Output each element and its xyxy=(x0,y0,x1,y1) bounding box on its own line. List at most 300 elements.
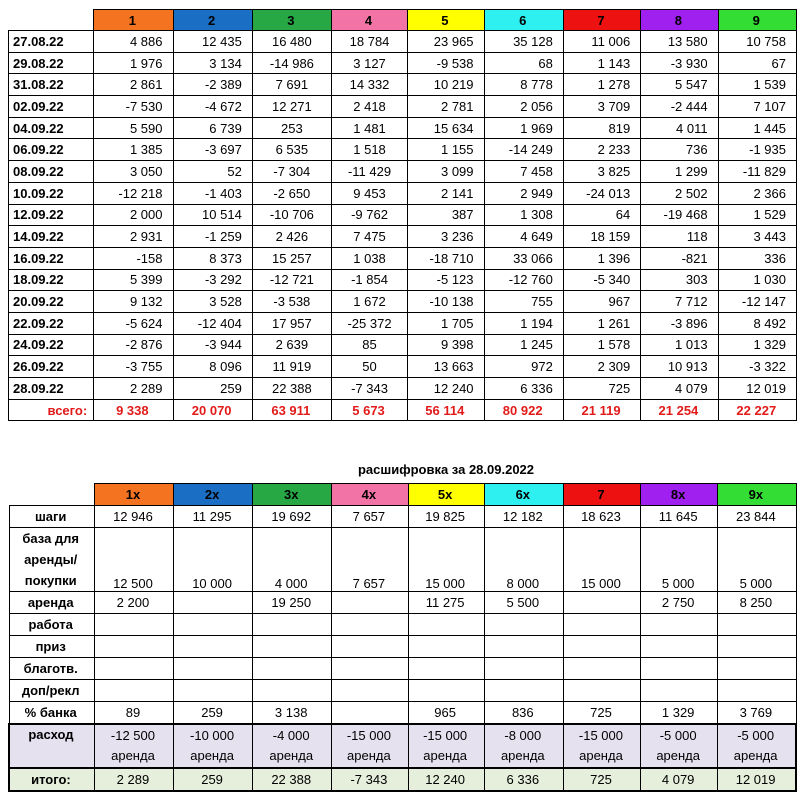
table-cell: 1 518 xyxy=(331,139,407,161)
table-cell: 4 079 xyxy=(641,378,718,400)
breakdown-row xyxy=(9,702,796,725)
breakdown-cell: 23 844 xyxy=(718,506,796,528)
table-cell: 11 919 xyxy=(252,356,331,378)
table-row xyxy=(9,269,797,291)
header-corner xyxy=(9,484,94,506)
expense-row xyxy=(9,724,796,768)
breakdown-total-cell: 12 240 xyxy=(408,768,484,791)
row-label: % банка xyxy=(9,702,94,725)
table-cell: -10 138 xyxy=(408,291,484,313)
row-date: 08.09.22 xyxy=(9,161,94,183)
breakdown-cell xyxy=(718,614,796,636)
row-label: благотв. xyxy=(9,658,94,680)
table-cell: 3 050 xyxy=(94,161,173,183)
breakdown-cell: 10 000 xyxy=(174,528,253,592)
breakdown-total-cell: 259 xyxy=(174,768,253,791)
table-row xyxy=(9,247,797,269)
table-cell: 2 056 xyxy=(484,96,563,118)
breakdown-cell xyxy=(332,614,408,636)
table-cell: -3 322 xyxy=(718,356,796,378)
table-cell: 1 445 xyxy=(718,117,796,139)
table-cell: -12 721 xyxy=(252,269,331,291)
table-cell: -5 123 xyxy=(408,269,484,291)
table-cell: 2 502 xyxy=(641,182,718,204)
breakdown-cell: 12 946 xyxy=(94,506,173,528)
breakdown-cell xyxy=(641,636,718,658)
breakdown-cell xyxy=(94,636,173,658)
breakdown-cell: 5 000 xyxy=(641,528,718,592)
table-cell: -18 710 xyxy=(408,247,484,269)
breakdown-cell: 11 275 xyxy=(408,592,484,614)
table-cell: -3 697 xyxy=(173,139,252,161)
table-cell: 1 299 xyxy=(641,161,718,183)
table-cell: 18 784 xyxy=(331,31,407,53)
table-cell: 16 480 xyxy=(252,31,331,53)
breakdown-cell xyxy=(641,658,718,680)
breakdown-row xyxy=(9,506,796,528)
breakdown-cell: 8 250 xyxy=(718,592,796,614)
row-date: 24.09.22 xyxy=(9,334,94,356)
table-cell: -3 292 xyxy=(173,269,252,291)
breakdown-column-header-2: 2х xyxy=(174,484,253,506)
table-cell: 10 514 xyxy=(173,204,252,226)
breakdown-cell xyxy=(484,636,563,658)
breakdown-cell: 259 xyxy=(174,702,253,725)
table-cell: 1 194 xyxy=(484,312,563,334)
table-cell: 1 969 xyxy=(484,117,563,139)
table-cell: 1 705 xyxy=(408,312,484,334)
table-cell: -3 930 xyxy=(641,52,718,74)
breakdown-cell xyxy=(718,658,796,680)
breakdown-column-header-9: 9х xyxy=(718,484,796,506)
table-cell: -2 650 xyxy=(252,182,331,204)
table-cell: 1 278 xyxy=(563,74,640,96)
table-cell: 2 233 xyxy=(563,139,640,161)
table-cell: 85 xyxy=(331,334,407,356)
table-cell: 2 861 xyxy=(94,74,173,96)
table-row xyxy=(9,356,797,378)
table-cell: 10 758 xyxy=(718,31,796,53)
table-cell: 15 257 xyxy=(252,247,331,269)
breakdown-cell: 11 295 xyxy=(174,506,253,528)
row-label: работа xyxy=(9,614,94,636)
table-cell: 3 134 xyxy=(173,52,252,74)
table-row xyxy=(9,291,797,313)
table-cell: 7 107 xyxy=(718,96,796,118)
table-cell: 1 245 xyxy=(484,334,563,356)
breakdown-cell xyxy=(641,680,718,702)
table-cell: 4 886 xyxy=(94,31,173,53)
breakdown-cell: 15 000 xyxy=(563,528,640,592)
table-row xyxy=(9,334,797,356)
column-header-7: 7 xyxy=(563,10,640,31)
table-cell: -5 340 xyxy=(563,269,640,291)
row-date: 27.08.22 xyxy=(9,31,94,53)
breakdown-cell xyxy=(641,614,718,636)
expense-value: -5 000 xyxy=(659,728,697,743)
expense-cell xyxy=(408,724,484,768)
breakdown-cell: 7 657 xyxy=(332,506,408,528)
table-cell: 13 580 xyxy=(641,31,718,53)
expense-note: аренда xyxy=(347,748,391,763)
table-cell: 8 096 xyxy=(173,356,252,378)
table-cell: 17 957 xyxy=(252,312,331,334)
total-cell: 56 114 xyxy=(408,399,484,421)
row-date: 18.09.22 xyxy=(9,269,94,291)
table-cell: 1 481 xyxy=(331,117,407,139)
breakdown-cell: 15 000 xyxy=(408,528,484,592)
breakdown-cell: 965 xyxy=(408,702,484,725)
expense-value: -10 000 xyxy=(190,728,235,743)
table-cell: -5 624 xyxy=(94,312,173,334)
table-cell: -1 403 xyxy=(173,182,252,204)
breakdown-column-header-5: 5х xyxy=(408,484,484,506)
table-cell: 8 373 xyxy=(173,247,252,269)
table-cell: 3 099 xyxy=(408,161,484,183)
row-date: 29.08.22 xyxy=(9,52,94,74)
breakdown-cell xyxy=(718,680,796,702)
expense-note: аренда xyxy=(190,748,234,763)
table-cell: 9 132 xyxy=(94,291,173,313)
table-cell: 2 639 xyxy=(252,334,331,356)
table-cell: 7 691 xyxy=(252,74,331,96)
breakdown-total-cell: 4 079 xyxy=(641,768,718,791)
table-row xyxy=(9,161,797,183)
table-cell: 7 712 xyxy=(641,291,718,313)
table-cell: -7 343 xyxy=(331,378,407,400)
table-cell: 755 xyxy=(484,291,563,313)
table-cell: 13 663 xyxy=(408,356,484,378)
table-cell: -2 389 xyxy=(173,74,252,96)
table-cell: 1 385 xyxy=(94,139,173,161)
breakdown-cell: 836 xyxy=(484,702,563,725)
table-cell: 736 xyxy=(641,139,718,161)
breakdown-cell xyxy=(94,614,173,636)
column-header-3: 3 xyxy=(252,10,331,31)
table-cell: 1 013 xyxy=(641,334,718,356)
expense-note: аренда xyxy=(733,748,778,763)
table-cell: 2 309 xyxy=(563,356,640,378)
breakdown-column-header-6: 6х xyxy=(484,484,563,506)
breakdown-column-header-3: 3х xyxy=(253,484,332,506)
breakdown-cell xyxy=(484,658,563,680)
breakdown-cell xyxy=(408,680,484,702)
row-date: 31.08.22 xyxy=(9,74,94,96)
table-cell: 6 739 xyxy=(173,117,252,139)
table-row xyxy=(9,226,797,248)
table-cell: 1 143 xyxy=(563,52,640,74)
breakdown-cell: 4 000 xyxy=(253,528,332,592)
breakdown-column-header-7: 7 xyxy=(563,484,640,506)
table-cell: 1 976 xyxy=(94,52,173,74)
expense-note: аренда xyxy=(423,748,467,763)
table-cell: 5 399 xyxy=(94,269,173,291)
table-cell: -14 249 xyxy=(484,139,563,161)
row-date: 26.09.22 xyxy=(9,356,94,378)
breakdown-cell: 1 329 xyxy=(641,702,718,725)
table-cell: -10 706 xyxy=(252,204,331,226)
total-cell: 63 911 xyxy=(252,399,331,421)
row-date: 20.09.22 xyxy=(9,291,94,313)
breakdown-cell xyxy=(408,636,484,658)
table-cell: -1 259 xyxy=(173,226,252,248)
expense-cell xyxy=(718,724,796,768)
row-label: база для аренды/покупки xyxy=(9,528,94,592)
breakdown-cell: 12 500 xyxy=(94,528,173,592)
row-date: 02.09.22 xyxy=(9,96,94,118)
column-header-8: 8 xyxy=(641,10,718,31)
breakdown-cell xyxy=(563,658,640,680)
breakdown-cell xyxy=(563,614,640,636)
table-row xyxy=(9,117,797,139)
table-cell: 2 000 xyxy=(94,204,173,226)
table-cell: 3 236 xyxy=(408,226,484,248)
daily-results-table xyxy=(8,9,797,421)
breakdown-total-cell: 12 019 xyxy=(718,768,796,791)
table-cell: 1 261 xyxy=(563,312,640,334)
table-row xyxy=(9,312,797,334)
table-row xyxy=(9,139,797,161)
row-date: 22.09.22 xyxy=(9,312,94,334)
table-cell: 3 528 xyxy=(173,291,252,313)
breakdown-caption: расшифровка за 28.09.2022 xyxy=(357,462,535,477)
table-row xyxy=(9,378,797,400)
table-cell: 3 709 xyxy=(563,96,640,118)
table-cell: 2 949 xyxy=(484,182,563,204)
expense-value: -15 000 xyxy=(578,728,623,743)
table-cell: 2 289 xyxy=(94,378,173,400)
breakdown-row xyxy=(9,636,796,658)
breakdown-row xyxy=(9,528,796,592)
row-date: 10.09.22 xyxy=(9,182,94,204)
expense-note: аренда xyxy=(269,748,314,763)
table-cell: 50 xyxy=(331,356,407,378)
row-label: шаги xyxy=(9,506,94,528)
table-cell: 118 xyxy=(641,226,718,248)
column-header-6: 6 xyxy=(484,10,563,31)
breakdown-total-label: итого: xyxy=(9,768,94,791)
breakdown-cell: 5 000 xyxy=(718,528,796,592)
table-cell: 336 xyxy=(718,247,796,269)
total-cell: 22 227 xyxy=(718,399,796,421)
table-cell: 1 308 xyxy=(484,204,563,226)
expense-value: -8 000 xyxy=(504,728,542,743)
row-date: 04.09.22 xyxy=(9,117,94,139)
breakdown-cell: 19 692 xyxy=(253,506,332,528)
table-cell: -11 829 xyxy=(718,161,796,183)
table-cell: 67 xyxy=(718,52,796,74)
breakdown-cell xyxy=(94,680,173,702)
table-cell: 8 778 xyxy=(484,74,563,96)
breakdown-row xyxy=(9,614,796,636)
breakdown-total-cell: 22 388 xyxy=(253,768,332,791)
table-cell: 3 825 xyxy=(563,161,640,183)
breakdown-cell xyxy=(332,636,408,658)
table-cell: 2 366 xyxy=(718,182,796,204)
breakdown-header-row xyxy=(9,484,796,506)
breakdown-cell xyxy=(332,592,408,614)
table-cell: 2 781 xyxy=(408,96,484,118)
breakdown-cell xyxy=(484,680,563,702)
total-cell: 9 338 xyxy=(94,399,173,421)
table-cell: 10 219 xyxy=(408,74,484,96)
table-cell: -2 876 xyxy=(94,334,173,356)
table-cell: 972 xyxy=(484,356,563,378)
table-cell: -3 538 xyxy=(252,291,331,313)
breakdown-cell xyxy=(332,702,408,725)
expense-cell xyxy=(253,724,332,768)
table-cell: -3 896 xyxy=(641,312,718,334)
breakdown-cell xyxy=(484,614,563,636)
table-cell: -2 444 xyxy=(641,96,718,118)
table-cell: 10 913 xyxy=(641,356,718,378)
column-header-9: 9 xyxy=(718,10,796,31)
table-cell: 64 xyxy=(563,204,640,226)
breakdown-cell xyxy=(94,658,173,680)
table-cell: -7 304 xyxy=(252,161,331,183)
totals-label: всего: xyxy=(9,399,94,421)
expense-cell xyxy=(484,724,563,768)
table-cell: 4 011 xyxy=(641,117,718,139)
column-header-5: 5 xyxy=(408,10,484,31)
table-cell: 1 396 xyxy=(563,247,640,269)
table-cell: 2 426 xyxy=(252,226,331,248)
table-cell: -11 429 xyxy=(331,161,407,183)
table-cell: 18 159 xyxy=(563,226,640,248)
table-cell: -12 218 xyxy=(94,182,173,204)
breakdown-cell: 19 825 xyxy=(408,506,484,528)
table-cell: -821 xyxy=(641,247,718,269)
table-cell: 6 336 xyxy=(484,378,563,400)
table-cell: 1 529 xyxy=(718,204,796,226)
table-cell: 1 539 xyxy=(718,74,796,96)
table-cell: -12 147 xyxy=(718,291,796,313)
table-cell: 4 649 xyxy=(484,226,563,248)
table-cell: 12 019 xyxy=(718,378,796,400)
row-label: аренда xyxy=(9,592,94,614)
breakdown-cell xyxy=(563,636,640,658)
table-cell: 12 271 xyxy=(252,96,331,118)
row-label: приз xyxy=(9,636,94,658)
breakdown-total-cell: 6 336 xyxy=(484,768,563,791)
breakdown-cell: 12 182 xyxy=(484,506,563,528)
table-row xyxy=(9,31,797,53)
table-cell: 33 066 xyxy=(484,247,563,269)
table-cell: 387 xyxy=(408,204,484,226)
breakdown-cell: 89 xyxy=(94,702,173,725)
breakdown-cell xyxy=(408,614,484,636)
table-cell: -14 986 xyxy=(252,52,331,74)
breakdown-cell: 725 xyxy=(563,702,640,725)
breakdown-total-row xyxy=(9,768,796,791)
breakdown-cell: 2 200 xyxy=(94,592,173,614)
table-cell: -12 404 xyxy=(173,312,252,334)
table-cell: 14 332 xyxy=(331,74,407,96)
table-row xyxy=(9,182,797,204)
expense-value: -12 500 xyxy=(110,728,155,743)
row-date: 28.09.22 xyxy=(9,378,94,400)
expense-note: аренда xyxy=(579,748,623,763)
table-cell: 253 xyxy=(252,117,331,139)
table-cell: -3 944 xyxy=(173,334,252,356)
table-cell: 2 418 xyxy=(331,96,407,118)
total-cell: 5 673 xyxy=(331,399,407,421)
table-cell: 1 578 xyxy=(563,334,640,356)
expense-value: -4 000 xyxy=(272,728,310,743)
table-cell: 52 xyxy=(173,161,252,183)
table-cell: 967 xyxy=(563,291,640,313)
column-header-4: 4 xyxy=(331,10,407,31)
breakdown-total-cell: 2 289 xyxy=(94,768,173,791)
table-row xyxy=(9,52,797,74)
total-cell: 20 070 xyxy=(173,399,252,421)
table-cell: 1 030 xyxy=(718,269,796,291)
totals-row xyxy=(9,399,797,421)
breakdown-cell xyxy=(174,680,253,702)
table-cell: 303 xyxy=(641,269,718,291)
breakdown-cell xyxy=(253,636,332,658)
breakdown-cell xyxy=(174,658,253,680)
table-cell: -1 935 xyxy=(718,139,796,161)
header-corner xyxy=(9,10,94,31)
column-header-2: 2 xyxy=(173,10,252,31)
breakdown-column-header-4: 4х xyxy=(332,484,408,506)
header-row xyxy=(9,10,797,31)
table-cell: 68 xyxy=(484,52,563,74)
table-cell: 2 931 xyxy=(94,226,173,248)
table-cell: -9 762 xyxy=(331,204,407,226)
table-cell: 35 128 xyxy=(484,31,563,53)
breakdown-cell xyxy=(332,658,408,680)
table-cell: 7 458 xyxy=(484,161,563,183)
breakdown-cell xyxy=(174,614,253,636)
table-cell: 6 535 xyxy=(252,139,331,161)
table-cell: 9 398 xyxy=(408,334,484,356)
table-cell: 1 329 xyxy=(718,334,796,356)
table-cell: -19 468 xyxy=(641,204,718,226)
breakdown-row xyxy=(9,680,796,702)
table-cell: 22 388 xyxy=(252,378,331,400)
table-cell: 11 006 xyxy=(563,31,640,53)
table-cell: 3 127 xyxy=(331,52,407,74)
table-cell: 1 672 xyxy=(331,291,407,313)
table-cell: 1 038 xyxy=(331,247,407,269)
breakdown-cell: 2 750 xyxy=(641,592,718,614)
expense-note: аренда xyxy=(111,748,155,763)
table-cell: 5 547 xyxy=(641,74,718,96)
breakdown-cell: 19 250 xyxy=(253,592,332,614)
table-cell: 819 xyxy=(563,117,640,139)
table-cell: 5 590 xyxy=(94,117,173,139)
row-date: 14.09.22 xyxy=(9,226,94,248)
breakdown-cell xyxy=(563,680,640,702)
total-cell: 21 119 xyxy=(563,399,640,421)
row-date: 06.09.22 xyxy=(9,139,94,161)
table-row xyxy=(9,96,797,118)
breakdown-cell: 5 500 xyxy=(484,592,563,614)
breakdown-column-header-8: 8х xyxy=(641,484,718,506)
breakdown-cell xyxy=(332,680,408,702)
table-cell: 1 155 xyxy=(408,139,484,161)
breakdown-table xyxy=(8,483,797,792)
column-header-1: 1 xyxy=(94,10,173,31)
breakdown-cell: 8 000 xyxy=(484,528,563,592)
table-cell: 15 634 xyxy=(408,117,484,139)
table-cell: 23 965 xyxy=(408,31,484,53)
breakdown-cell: 11 645 xyxy=(641,506,718,528)
expense-cell xyxy=(563,724,640,768)
breakdown-total-cell: 725 xyxy=(563,768,640,791)
